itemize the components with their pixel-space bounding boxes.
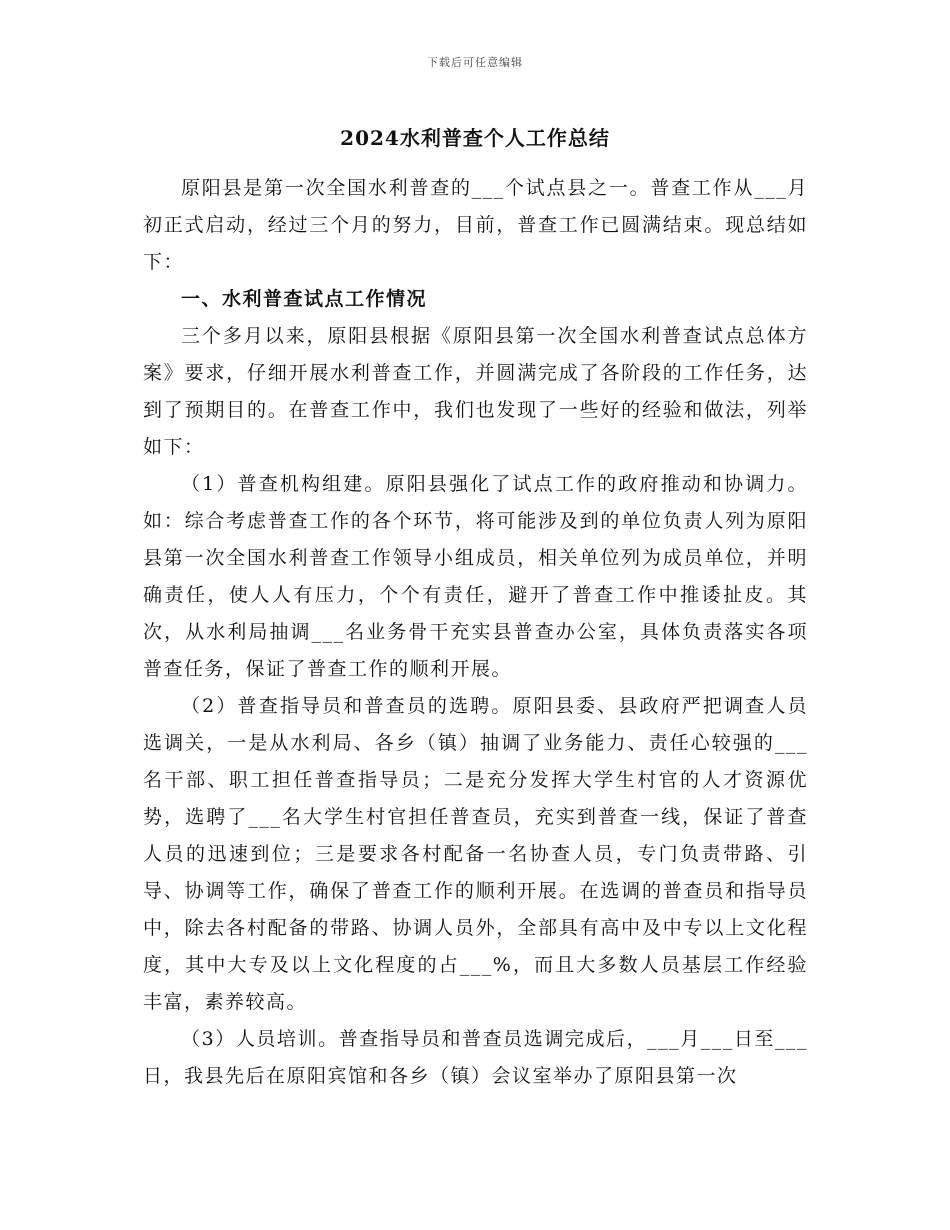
item-2-paragraph: （2）普查指导员和普查员的选聘。原阳县委、县政府严把调查人员选调关，一是从水利局、各乡（镇）抽调了业务能力、责任心较强的___名干部、职工担任普查指导员；二是充分发挥大学生村官的人才资源优势，选聘了___名大学生村官担任普查员，充实到普查一线，保证了普查人员的迅速到位；三是要求各村配备一名协查人员，专门负责带路、引导、协调等工作，确保了普查工作的顺利开展。在选调的普查员和指导员中，除去各村配备的带路、协调人员外，全部具有高中及中专以上文化程度，其中大专及以上文化程度的占___%，而且大多数人员基层工作经验丰富，素养较高。: [143, 695, 808, 1013]
item-3-paragraph: （3）人员培训。普查指导员和普查员选调完成后，___月___日至___日，我县先后在原阳宾馆和各乡（镇）会议室举办了原阳县第一次: [143, 1028, 808, 1087]
section-heading-1: 一、水利普查试点工作情况: [181, 288, 428, 310]
document-body: [143, 170, 808, 1095]
intro-paragraph: 原阳县是第一次全国水利普查的___个试点县之一。普查工作从___月初正式启动，经过三个月的努力，目前，普查工作已圆满结束。现总结如下：: [143, 177, 808, 273]
header-note: 下载后可任意编辑: [427, 56, 523, 69]
document-title: 2024水利普查个人工作总结: [340, 126, 610, 150]
section-1-intro-paragraph: 三个多月以来，原阳县根据《原阳县第一次全国水利普查试点总体方案》要求，仔细开展水利普查工作，并圆满完成了各阶段的工作任务，达到了预期目的。在普查工作中，我们也发现了一些好的经验和做法，列举如下：: [143, 325, 808, 458]
item-1-paragraph: （1）普查机构组建。原阳县强化了试点工作的政府推动和协调力。如：综合考虑普查工作的各个环节，将可能涉及到的单位负责人列为原阳县第一次全国水利普查工作领导小组成员，相关单位列为成员单位，并明确责任，使人人有压力，个个有责任，避开了普查工作中推诿扯皮。其次，从水利局抽调___名业务骨干充实县普查办公室，具体负责落实各项普查任务，保证了普查工作的顺利开展。: [143, 473, 808, 680]
